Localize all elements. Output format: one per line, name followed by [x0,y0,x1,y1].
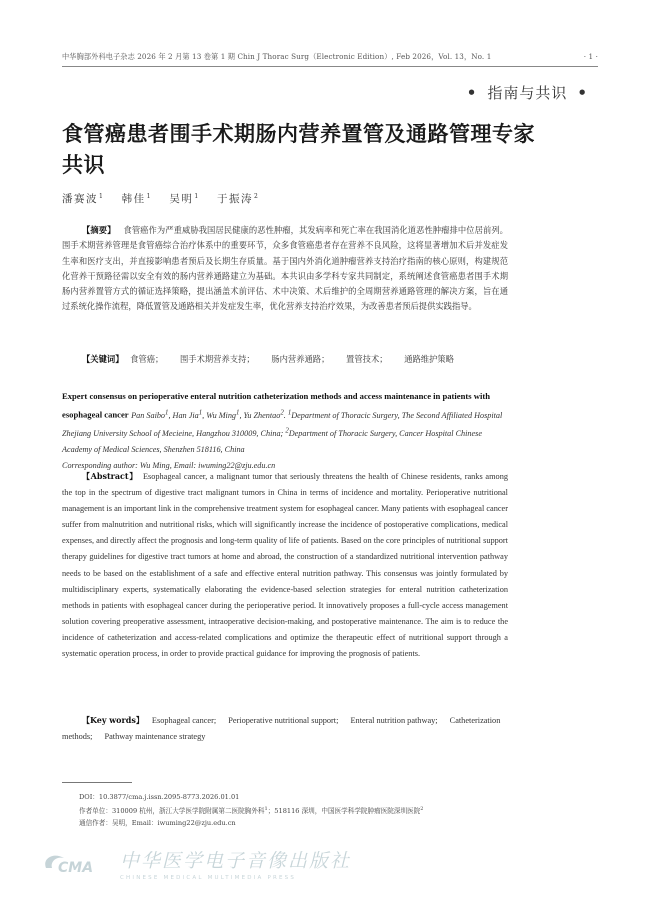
english-header-block [62,388,508,474]
author-name: 于振涛$^2$ [217,192,258,205]
running-header [62,52,598,62]
abstract-label: 【Abstract】 [82,471,138,481]
abstract-label: 【摘要】 [82,225,116,235]
chinese-abstract [62,223,508,315]
english-keywords [62,712,508,745]
keyword: Pathway maintenance strategy [104,732,206,742]
keyword: 肠内营养通路； [271,354,330,364]
english-title: Expert consensus on perioperative enteral nutrition catheterization methods and access maintenance in patients with esophageal cancer [62,391,490,420]
journal-citation-line: 中华胸部外科电子杂志 2026 年 2 月第 13 卷第 1 期 Chin J Thorac Surg（Electronic Edition）, Feb 2026，Vol. 13，No. 1 [62,52,492,61]
keyword: 通路维护策略 [404,354,454,364]
article-title: 食管癌患者围手术期肠内营养置管及通路管理专家共识 [62,122,535,177]
keywords-label: 【Key words】 [82,715,144,725]
footnotes [79,791,509,829]
cma-logo-icon [38,848,108,880]
english-affiliation: $^1$Department of Thoracic Surgery, The Second Affiliated Hospital Zhejiang University School of Mecieine, Hangzhou 310009, China; $^2$Department of Thoracic Surgery, Cancer Hospital Chinese Academy of Medical Sciences, Shenzhen 518116, China [62,409,503,455]
section-tag [457,82,598,103]
section-label: 指南与共识 [487,84,568,102]
keyword: Enteral nutrition pathway; [350,716,438,725]
correspondence-line: 通信作者：吴明，Email：iwuming22@zju.edu.cn [79,819,236,828]
author-name: 吴明$^1$ [169,192,199,205]
header-divider [62,66,598,67]
abstract-text: 食管癌作为严重威胁我国居民健康的恶性肿瘤，其发病率和死亡率在我国消化道恶性肿瘤排中位居前列。围手术期营养管理是食管癌综合治疗体系中的重要环节，众多食管癌患者存在营养不良风险，这将显著增加术后并发症发生率和医疗支出，并直接影响患者预后及长期生存质量。基于国内外消化道肿瘤营养支持治疗指南的核心原则，构建规范化营养干预路径需以安全有效的肠内营养通路建立为基础。本共识由多学科专家共同制定，系统阐述食管癌患者围手术期肠内营养置管方式的循证选择策略，提出涵盖术前评估、术中决策、术后维护的全周期营养通路管理的解决方案，旨在通过系统化操作流程，降低置管及通路相关并发症发生率，优化营养支持治疗效果，为改善患者预后提供实践指导。 [62,225,508,312]
publisher-name-cn: 中华医学电子音像出版社 [120,850,352,872]
publisher-name [120,846,351,881]
keyword: Esophageal cancer; [151,716,217,725]
affiliation-line: 作者单位：310009 杭州，浙江大学医学院附属第二医院胸外科$^1$；518116 深圳，中国医学科学院肿瘤医院深圳医院$^2$ [79,806,424,816]
keyword: 食管癌； [130,354,164,364]
keyword: 置管技术； [346,354,388,364]
footnote-divider [62,782,132,783]
author-name: 韩佳$^1$ [121,192,151,205]
publisher-name-en: CHINESE MEDICAL MULTIMEDIA PRESS [120,875,297,881]
english-authors: Pan Saibo$^1$, Han Jia$^1$, Wu Ming$^1$, Yu Zhentao$^2$. [131,409,288,420]
svg-text:CMA: CMA [58,859,94,876]
corresponding-author: Corresponding author: Wu Ming, Email: iwuming22@zju.edu.cn [62,461,276,471]
keyword: Perioperative nutritional support; [228,716,339,725]
english-abstract [62,468,508,662]
page-number: · 1 · [583,52,598,61]
chinese-keywords [62,352,508,367]
author-list [62,191,272,206]
keyword: Catheterization methods; [62,716,501,742]
abstract-text: Esophageal cancer, a malignant tumor that seriously threatens the health of Chinese residents, ranks among the top in the spectrum of digestive tract malignant tumors in China in terms of incidence and mortality. Perioperative nutritional management is an important link in the comprehensive treatment system for esophageal cancer. Many patients with esophageal cancer suffer from malnutrition and nutritional risks, which will significantly increase the incidence of postoperative complications, medical expenses, and directly affect the prognosis and long-term quality of life of patients. Based on the core principles of nutritional support therapy guidelines for digestive tract tumors at home and abroad, the construction of a standardized nutritional intervention pathway needs to be based on the establishment of a safe and effective enteral nutrition pathway. This consensus was jointly formulated by multidisciplinary experts, systematically elaborating the evidence-based selection strategies for enteral nutrition catheterization methods in patients with esophageal cancer during the perioperative period. It innovatively proposes a full-cycle access management solution covering preoperative assessment, intraoperative decision-making, and postoperative maintenance. The aim is to reduce the incidence of catheterization and access-related complications and optimize the therapeutic effect of nutritional support through a systematic operation process, in order to provide practical guidance for improving the prognosis of patients. [62,472,508,659]
keyword: 围手术期营养支持； [179,354,255,364]
doi-line: DOI：10.3877/cma.j.issn.2095-8773.2026.01.01 [79,793,240,801]
publisher-logo [38,846,351,881]
author-name: 潘赛波$^1$ [62,192,103,205]
bullet-icon: • [466,84,478,102]
bullet-icon: • [577,84,588,102]
keywords-label: 【关键词】 [82,354,124,364]
